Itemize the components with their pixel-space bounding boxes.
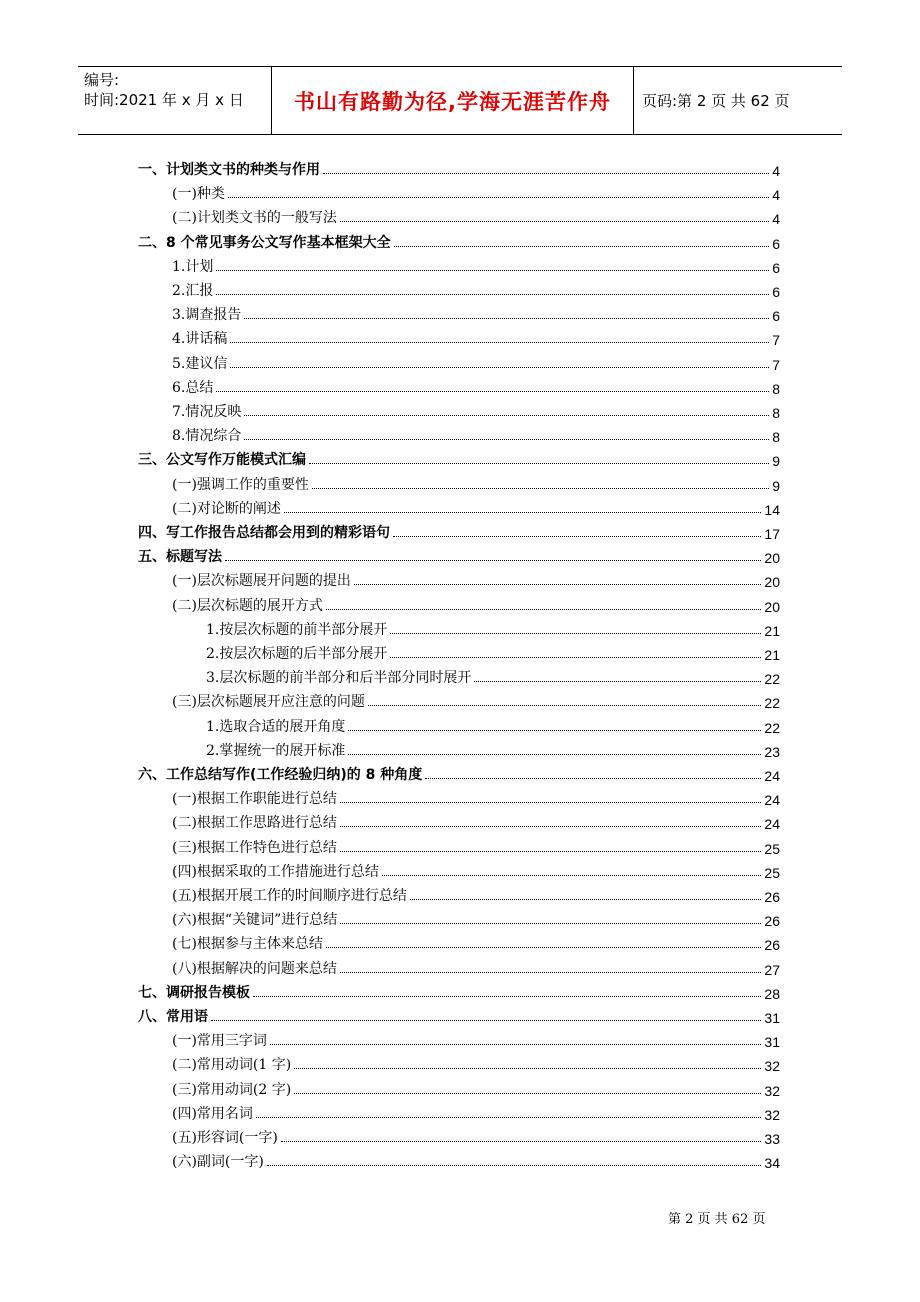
toc-entry[interactable] bbox=[172, 810, 780, 832]
toc-entry[interactable] bbox=[172, 205, 780, 227]
toc-entry-title: (五)形容词(一字) bbox=[172, 1130, 278, 1146]
toc-dot-leader bbox=[309, 463, 769, 464]
toc-entry-title: 3.调查报告 bbox=[172, 307, 242, 324]
toc-entry[interactable] bbox=[138, 544, 780, 566]
toc-entry-title: 1.按层次标题的前半部分展开 bbox=[206, 621, 388, 638]
toc-entry[interactable] bbox=[138, 762, 780, 784]
toc-entry-page: 24 bbox=[764, 768, 780, 784]
toc-dot-leader bbox=[230, 342, 769, 343]
toc-entry-title: (六)根据“关键词”进行总结 bbox=[172, 912, 338, 929]
toc-entry-page: 24 bbox=[764, 792, 780, 809]
toc-entry[interactable] bbox=[172, 689, 780, 711]
toc-entry-page: 26 bbox=[764, 889, 780, 905]
toc-entry[interactable] bbox=[138, 980, 780, 1002]
serial-label: 编号: bbox=[84, 71, 120, 89]
toc-entry-page: 23 bbox=[764, 743, 780, 760]
toc-dot-leader bbox=[394, 246, 770, 247]
toc-entry-page: 31 bbox=[764, 1034, 780, 1051]
toc-entry[interactable] bbox=[172, 1052, 780, 1074]
toc-entry-title: 2.掌握统一的展开标准 bbox=[206, 742, 346, 759]
toc-dot-leader bbox=[211, 1020, 761, 1021]
header-page-info: 页码:第 2 页 共 62 页 bbox=[642, 92, 790, 110]
toc-entry-title: (二)根据工作思路进行总结 bbox=[172, 815, 337, 832]
toc-entry-page: 9 bbox=[772, 453, 780, 470]
toc-entry-title: 3.层次标题的前半部分和后半部分同时展开 bbox=[206, 670, 472, 687]
header-meta bbox=[84, 70, 244, 110]
toc-entry[interactable] bbox=[138, 230, 780, 252]
toc-entry-page: 25 bbox=[764, 864, 780, 881]
toc-dot-leader bbox=[216, 270, 769, 271]
toc-entry-title: (五)根据开展工作的时间顺序进行总结 bbox=[172, 888, 407, 904]
toc-dot-leader bbox=[284, 512, 761, 513]
toc-dot-leader bbox=[410, 899, 761, 900]
toc-entry-title: (二)层次标题的展开方式 bbox=[172, 597, 323, 614]
toc-dot-leader bbox=[390, 657, 761, 658]
toc-entry-title: (一)根据工作职能进行总结 bbox=[172, 791, 337, 808]
toc-entry-title: 四、写工作报告总结都会用到的精彩语句 bbox=[138, 525, 390, 541]
toc-entry-title: 2.汇报 bbox=[172, 283, 214, 299]
toc-dot-leader bbox=[393, 536, 761, 537]
toc-entry[interactable] bbox=[172, 835, 780, 857]
toc-entry[interactable] bbox=[172, 1028, 780, 1050]
toc-entry-page: 6 bbox=[772, 235, 780, 252]
toc-entry[interactable] bbox=[172, 423, 780, 445]
toc-entry-page: 8 bbox=[772, 380, 780, 397]
toc-dot-leader bbox=[216, 294, 769, 295]
toc-entry-title: 五、标题写法 bbox=[138, 549, 222, 566]
toc-entry-page: 26 bbox=[764, 937, 780, 954]
toc-entry-page: 24 bbox=[764, 816, 780, 833]
toc-entry[interactable] bbox=[172, 472, 780, 494]
toc-entry-title: (六)副词(一字) bbox=[172, 1154, 264, 1171]
toc-entry[interactable] bbox=[138, 447, 780, 469]
toc-dot-leader bbox=[323, 173, 769, 174]
toc-entry-page: 27 bbox=[764, 961, 780, 978]
toc-entry-title: (三)层次标题展开应注意的问题 bbox=[172, 694, 365, 711]
toc-entry-title: 八、常用语 bbox=[138, 1009, 208, 1025]
toc-entry-title: (四)常用名词 bbox=[172, 1105, 253, 1122]
toc-entry-page: 21 bbox=[764, 647, 780, 663]
toc-entry[interactable] bbox=[206, 641, 780, 663]
toc-entry-page: 32 bbox=[764, 1082, 780, 1099]
toc-dot-leader bbox=[225, 560, 761, 561]
toc-entry-page: 22 bbox=[764, 719, 780, 736]
toc-entry[interactable] bbox=[172, 786, 780, 808]
toc-dot-leader bbox=[256, 1117, 761, 1118]
toc-entry[interactable] bbox=[172, 883, 780, 905]
toc-entry[interactable] bbox=[172, 399, 780, 421]
toc-entry-title: 1.计划 bbox=[172, 258, 214, 275]
toc-entry-page: 21 bbox=[764, 622, 780, 639]
toc-entry-title: 二、8 个常见事务公文写作基本框架大全 bbox=[138, 234, 391, 251]
toc-dot-leader bbox=[390, 633, 761, 634]
toc-entry-page: 22 bbox=[764, 695, 780, 712]
toc-dot-leader bbox=[340, 826, 761, 827]
toc-entry-page: 32 bbox=[764, 1106, 780, 1123]
toc-entry-page: 31 bbox=[764, 1010, 780, 1026]
toc-dot-leader bbox=[340, 802, 761, 803]
toc-entry-title: (一)种类 bbox=[172, 186, 225, 203]
toc-entry-page: 7 bbox=[772, 356, 780, 373]
toc-entry-title: (二)对论断的阐述 bbox=[172, 500, 281, 517]
toc-entry[interactable] bbox=[172, 956, 780, 978]
toc-entry[interactable] bbox=[172, 568, 780, 590]
toc-entry-page: 33 bbox=[764, 1131, 780, 1147]
toc-entry-page: 34 bbox=[764, 1155, 780, 1172]
toc-dot-leader bbox=[354, 584, 761, 585]
toc-entry-title: (八)根据解决的问题来总结 bbox=[172, 960, 337, 977]
toc-dot-leader bbox=[368, 705, 761, 706]
toc-entry-page: 25 bbox=[764, 840, 780, 857]
toc-dot-leader bbox=[244, 318, 769, 319]
toc-entry-title: 6.总结 bbox=[172, 379, 214, 396]
toc-dot-leader bbox=[425, 778, 761, 779]
toc-entry[interactable] bbox=[172, 254, 780, 276]
toc-entry-page: 4 bbox=[772, 163, 780, 179]
toc-entry[interactable] bbox=[138, 157, 780, 179]
header-divider-right bbox=[633, 67, 634, 134]
toc-entry[interactable] bbox=[206, 617, 780, 639]
toc-entry[interactable] bbox=[138, 1004, 780, 1026]
toc-dot-leader bbox=[270, 1044, 761, 1045]
toc-entry-page: 6 bbox=[772, 308, 780, 325]
toc-entry-title: (四)根据采取的工作措施进行总结 bbox=[172, 863, 379, 880]
page-footer: 第 2 页 共 62 页 bbox=[668, 1212, 766, 1227]
toc-entry-title: 8.情况综合 bbox=[172, 428, 242, 445]
toc-entry-title: 1.选取合适的展开角度 bbox=[206, 718, 346, 735]
toc-entry[interactable] bbox=[172, 1077, 780, 1099]
toc-entry-page: 26 bbox=[764, 913, 780, 930]
toc-dot-leader bbox=[253, 996, 761, 997]
toc-dot-leader bbox=[340, 851, 761, 852]
toc-dot-leader bbox=[230, 367, 769, 368]
toc-dot-leader bbox=[312, 488, 769, 489]
time-label: 时间:2021 年 x 月 x 日 bbox=[84, 91, 244, 109]
toc-entry-page: 20 bbox=[764, 574, 780, 591]
toc-entry-title: (一)强调工作的重要性 bbox=[172, 476, 309, 493]
toc-entry-title: 5.建议信 bbox=[172, 355, 228, 372]
toc-entry[interactable] bbox=[172, 351, 780, 373]
toc-entry-page: 20 bbox=[764, 550, 780, 567]
toc-dot-leader bbox=[326, 947, 761, 948]
toc-entry-title: 一、计划类文书的种类与作用 bbox=[138, 162, 320, 178]
toc-entry-page: 7 bbox=[772, 332, 780, 349]
toc-dot-leader bbox=[340, 923, 761, 924]
toc-entry-title: 4.讲话稿 bbox=[172, 331, 228, 348]
toc-entry[interactable] bbox=[172, 375, 780, 397]
toc-dot-leader bbox=[244, 415, 769, 416]
toc-entry-page: 28 bbox=[764, 985, 780, 1002]
toc-entry-title: 三、公文写作万能模式汇编 bbox=[138, 452, 306, 469]
toc-entry-page: 20 bbox=[764, 598, 780, 615]
page-header bbox=[78, 66, 842, 135]
toc-entry[interactable] bbox=[172, 593, 780, 615]
header-motto: 书山有路勤为径,学海无涯苦作舟 bbox=[294, 89, 611, 114]
toc-entry[interactable] bbox=[172, 302, 780, 324]
toc-entry[interactable] bbox=[172, 907, 780, 929]
toc-entry[interactable] bbox=[172, 181, 780, 203]
toc-entry-title: 六、工作总结写作(工作经验归纳)的 8 种角度 bbox=[138, 767, 423, 783]
toc-entry-title: (二)常用动词(1 字) bbox=[172, 1057, 292, 1074]
toc-entry[interactable] bbox=[206, 714, 780, 736]
toc-entry-page: 14 bbox=[764, 501, 780, 518]
toc-entry[interactable] bbox=[172, 496, 780, 518]
toc-entry[interactable] bbox=[172, 1125, 780, 1147]
toc-dot-leader bbox=[340, 221, 769, 222]
toc-entry-page: 6 bbox=[772, 284, 780, 300]
toc-entry-title: 2.按层次标题的后半部分展开 bbox=[206, 646, 388, 662]
toc-entry[interactable] bbox=[172, 326, 780, 348]
toc-entry-page: 22 bbox=[764, 671, 780, 688]
toc-entry[interactable] bbox=[172, 931, 780, 953]
toc-entry-title: 七、调研报告模板 bbox=[138, 984, 250, 1001]
toc-dot-leader bbox=[340, 972, 761, 973]
toc-entry-page: 9 bbox=[772, 477, 780, 494]
toc-dot-leader bbox=[294, 1068, 761, 1069]
toc-entry-title: (三)常用动词(2 字) bbox=[172, 1081, 292, 1098]
toc-entry-title: 7.情况反映 bbox=[172, 404, 242, 420]
toc-entry-title: (七)根据参与主体来总结 bbox=[172, 936, 323, 953]
toc-dot-leader bbox=[326, 609, 761, 610]
toc-dot-leader bbox=[474, 681, 761, 682]
toc-entry-title: (一)常用三字词 bbox=[172, 1033, 267, 1050]
toc-entry-page: 6 bbox=[772, 259, 780, 276]
toc-entry-page: 17 bbox=[764, 526, 780, 542]
toc-dot-leader bbox=[228, 197, 769, 198]
toc-dot-leader bbox=[267, 1165, 762, 1166]
toc-entry-page: 4 bbox=[772, 187, 780, 204]
toc-entry[interactable] bbox=[206, 665, 780, 687]
toc-dot-leader bbox=[281, 1141, 762, 1142]
toc-entry-title: (一)层次标题展开问题的提出 bbox=[172, 573, 351, 590]
toc-entry-page: 4 bbox=[772, 211, 780, 228]
toc-entry[interactable] bbox=[138, 520, 780, 542]
toc-entry[interactable] bbox=[206, 738, 780, 760]
toc-entry[interactable] bbox=[172, 278, 780, 300]
toc-entry-page: 8 bbox=[772, 405, 780, 421]
toc-dot-leader bbox=[348, 730, 761, 731]
toc-entry-page: 32 bbox=[764, 1058, 780, 1075]
toc-entry-title: (三)根据工作特色进行总结 bbox=[172, 839, 337, 856]
toc-entry[interactable] bbox=[172, 1101, 780, 1123]
toc-entry-title: (二)计划类文书的一般写法 bbox=[172, 210, 337, 227]
toc-dot-leader bbox=[294, 1093, 761, 1094]
toc-dot-leader bbox=[244, 439, 769, 440]
toc-dot-leader bbox=[382, 875, 761, 876]
toc-entry-page: 8 bbox=[772, 429, 780, 446]
toc-entry[interactable] bbox=[172, 1149, 780, 1171]
toc-entry[interactable] bbox=[172, 859, 780, 881]
toc-dot-leader bbox=[216, 391, 769, 392]
toc-dot-leader bbox=[348, 754, 761, 755]
